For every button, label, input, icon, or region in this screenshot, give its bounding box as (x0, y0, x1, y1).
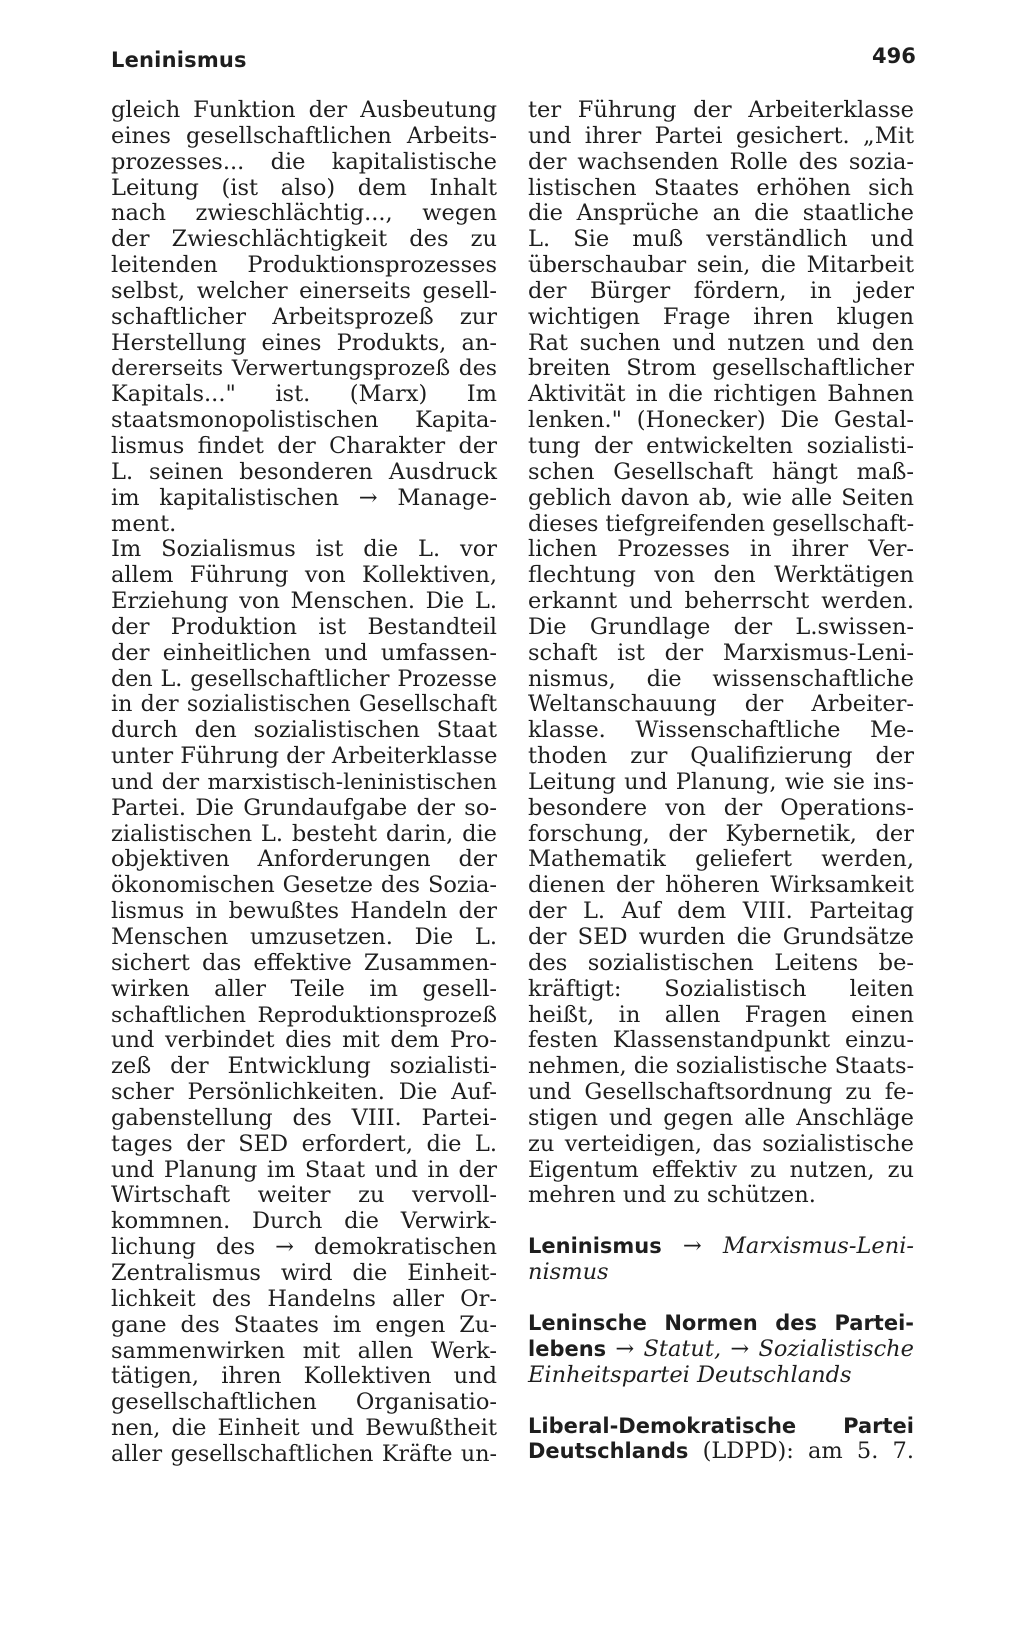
text-line: L. seinen besonderen Ausdruck (111, 458, 497, 485)
text-line: objektiven Anforderungen der (111, 846, 497, 873)
text-line: Mathematik geliefert werden, (528, 846, 914, 873)
entry-headword: Liberal-Demokratische Partei (528, 1413, 914, 1438)
text-line: lichung des → demokratischen (111, 1234, 497, 1261)
cross-ref-link[interactable]: nismus (528, 1259, 609, 1286)
left-column (111, 98, 497, 1468)
entry-line (528, 1311, 914, 1337)
text-line: erkannt und beherrscht werden. (528, 588, 914, 615)
text-line: breiten Strom gesellschaftlicher (528, 355, 914, 382)
text-line: und Planung im Staat und in der (111, 1156, 497, 1183)
text-line: der Produktion ist Bestandteil (111, 613, 497, 640)
text-line: ment. (111, 510, 177, 537)
text-line: Aktivität in die richtigen Bahnen (528, 381, 914, 408)
text-line: tages der SED erfordert, die L. (111, 1130, 497, 1157)
text-line: ter Führung der Arbeiterklasse (528, 97, 914, 123)
text-line: nen, die Einheit und Bewußtheit (111, 1415, 497, 1442)
text-line: listischen Staates erhöhen sich (528, 174, 914, 201)
text-line: schen Gesellschaft hängt maß- (528, 458, 914, 485)
text-line: geblich davon ab, wie alle Seiten (528, 484, 914, 511)
text-line: festen Klassenstandpunkt einzu- (528, 1027, 914, 1054)
text-line: Rat suchen und nutzen und den (528, 329, 914, 356)
text-line: der SED wurden die Grundsätze (528, 924, 914, 950)
text-line: gane des Staates im engen Zu- (111, 1311, 497, 1338)
text-line: nismus, die wissenschaftliche (528, 665, 914, 692)
cross-ref-link[interactable]: Statut, (643, 1335, 722, 1362)
entry-headword: Deutschlands (528, 1439, 689, 1464)
text-line: thoden zur Qualifizierung der (528, 743, 914, 770)
text-line: L. Sie muß verständlich und (528, 226, 914, 253)
entry-line (528, 1337, 914, 1363)
entry-line (528, 1414, 914, 1440)
text-line: schaft ist der Marxismus-Leni- (528, 639, 914, 666)
text-line: dererseits Verwertungsprozeß des (111, 356, 497, 382)
text-line: Eigentum effektiv zu nutzen, zu (528, 1156, 914, 1183)
text-line: mehren und zu schützen. (528, 1182, 816, 1209)
text-line: überschaubar sein, die Mitarbeit (528, 252, 914, 279)
text-line: ökonomischen Gesetze des Sozia- (111, 872, 497, 899)
text-line: der L. Auf dem VIII. Parteitag (528, 898, 914, 925)
text-line: die Ansprüche an die staatliche (528, 200, 914, 227)
entry-ldpd (528, 1414, 914, 1466)
text-line: Menschen umzusetzen. Die L. (111, 924, 497, 950)
text-line: nach zwieschlächtig..., wegen (111, 200, 497, 227)
text-line: Herstellung eines Produkts, an- (111, 329, 497, 356)
text-line: den L. gesellschaftlicher Prozesse (111, 665, 497, 692)
entry-gap (528, 1286, 914, 1311)
text-line: der Zwieschlächtigkeit des zu (111, 226, 497, 253)
text-line: gabenstellung des VIII. Partei- (111, 1104, 497, 1131)
running-head: Leninismus (111, 48, 247, 72)
cross-ref-arrow: → (682, 1233, 702, 1260)
right-column (528, 98, 914, 1465)
text-line: forschung, der Kybernetik, der (528, 820, 914, 847)
text-line: sammenwirken mit allen Werk- (111, 1337, 497, 1364)
text-line: Kapitals..." ist. (Marx) Im (111, 381, 497, 408)
text-line: Im Sozialismus ist die L. vor (111, 536, 497, 563)
text-line: zeß der Entwicklung sozialisti- (111, 1053, 497, 1080)
cross-ref-arrow: → (615, 1335, 635, 1362)
entry-leninismus (528, 1234, 914, 1286)
text-line: und Gesellschaftsordnung zu fe- (528, 1079, 914, 1106)
text-line: durch den sozialistischen Staat (111, 717, 497, 744)
text-line: besondere von der Operations- (528, 794, 914, 821)
entry-headword: Leninsche Normen des Partei- (528, 1310, 914, 1335)
text-line: im kapitalistischen → Manage- (111, 484, 497, 511)
cross-ref-arrow: → (730, 1335, 750, 1362)
cross-ref-link[interactable]: Einheitspartei Deutschlands (528, 1361, 852, 1388)
text-line: schaftlicher Arbeitsprozeß zur (111, 303, 497, 330)
text-line: Weltanschauung der Arbeiter- (528, 691, 914, 718)
text-line: eines gesellschaftlichen Arbeits- (111, 122, 497, 149)
text-line: der Bürger fördern, in jeder (528, 277, 914, 304)
text-line: des sozialistischen Leitens be- (528, 949, 914, 976)
text-line: tung der entwickelten sozialisti- (528, 432, 914, 459)
text-line: und der marxistisch-leninistischen (111, 769, 497, 795)
text-line: kommnen. Durch die Verwirk- (111, 1208, 497, 1235)
text-line: flechtung von den Werktätigen (528, 562, 914, 589)
text-line: tätigen, ihren Kollektiven und (111, 1363, 497, 1390)
text-line: selbst, welcher einerseits gesell- (111, 277, 497, 304)
text-line: in der sozialistischen Gesellschaft (111, 691, 497, 718)
text-line: kräftigt: Sozialistisch leiten (528, 975, 914, 1002)
entry-leninsche-normen (528, 1311, 914, 1389)
text-line: lichkeit des Handelns aller Or- (111, 1285, 497, 1312)
text-line: und ihrer Partei gesichert. „Mit (528, 122, 914, 149)
entry-gap (528, 1209, 914, 1234)
text-line: zialistischen L. besteht darin, die (111, 820, 497, 847)
text-line: staatsmonopolistischen Kapita- (111, 407, 497, 434)
page-number: 496 (872, 44, 916, 68)
text-line: der wachsenden Rolle des sozia- (528, 148, 914, 175)
text-line: gesellschaftlichen Organisatio- (111, 1389, 497, 1416)
text-line: Zentralismus wird die Einheit- (111, 1259, 497, 1286)
text-line: heißt, in allen Fragen einen (528, 1001, 914, 1028)
text-line: zu verteidigen, das sozialistische (528, 1130, 914, 1157)
text-line: sichert das effektive Zusammen- (111, 949, 497, 976)
text-line: stigen und gegen alle Anschläge (528, 1104, 914, 1131)
entry-gap (528, 1389, 914, 1414)
entry-line (528, 1260, 914, 1286)
text-line: lismus findet der Charakter der (111, 432, 497, 459)
entry-line (528, 1234, 914, 1260)
text-line: scher Persönlichkeiten. Die Auf- (111, 1079, 497, 1106)
text-line: Wirtschaft weiter zu vervoll- (111, 1182, 497, 1209)
entry-line (528, 1363, 914, 1389)
text-line: der einheitlichen und umfassen- (111, 639, 497, 666)
cross-ref-link[interactable]: Sozialistische (758, 1335, 914, 1362)
text-line: klasse. Wissenschaftliche Me- (528, 717, 914, 744)
text-line: Leitung und Planung, wie sie ins- (528, 768, 914, 795)
text-line: und verbindet dies mit dem Pro- (111, 1027, 497, 1054)
text-line: Erziehung von Menschen. Die L. (111, 588, 497, 615)
cross-ref-link[interactable]: Marxismus-Leni- (722, 1233, 915, 1260)
text-line: aller gesellschaftlichen Kräfte un- (111, 1440, 497, 1467)
text-line: wirken aller Teile im gesell- (111, 975, 497, 1002)
text-line: dienen der höheren Wirksamkeit (528, 872, 914, 899)
entry-headword: lebens (528, 1336, 607, 1361)
text-line: lismus in bewußtes Handeln der (111, 898, 497, 925)
text-line: Leitung (ist also) dem Inhalt (111, 174, 497, 201)
text-line: prozesses... die kapitalistische (111, 148, 497, 175)
entry-text: (LDPD): am 5. 7. (702, 1438, 915, 1465)
text-line: Die Grundlage der L.swissen- (528, 613, 914, 640)
entry-line (528, 1439, 914, 1465)
text-line: leitenden Produktionsprozesses (111, 252, 497, 279)
text-line: nehmen, die sozialistische Staats- (528, 1053, 915, 1080)
text-line: gleich Funktion der Ausbeutung (111, 97, 497, 123)
text-line: dieses tiefgreifenden gesellschaft- (528, 510, 915, 537)
text-line: unter Führung der Arbeiterklasse (111, 743, 498, 770)
text-line: schaftlichen Reproduktionsprozeß (111, 1002, 497, 1028)
text-line: wichtigen Frage ihren klugen (528, 303, 914, 330)
entry-headword: Leninismus (528, 1234, 662, 1259)
text-line: lenken." (Honecker) Die Gestal- (528, 407, 914, 434)
text-line: lichen Prozesses in ihrer Ver- (528, 536, 914, 563)
text-line: allem Führung von Kollektiven, (111, 562, 497, 589)
text-line: Partei. Die Grundaufgabe der so- (111, 794, 497, 821)
